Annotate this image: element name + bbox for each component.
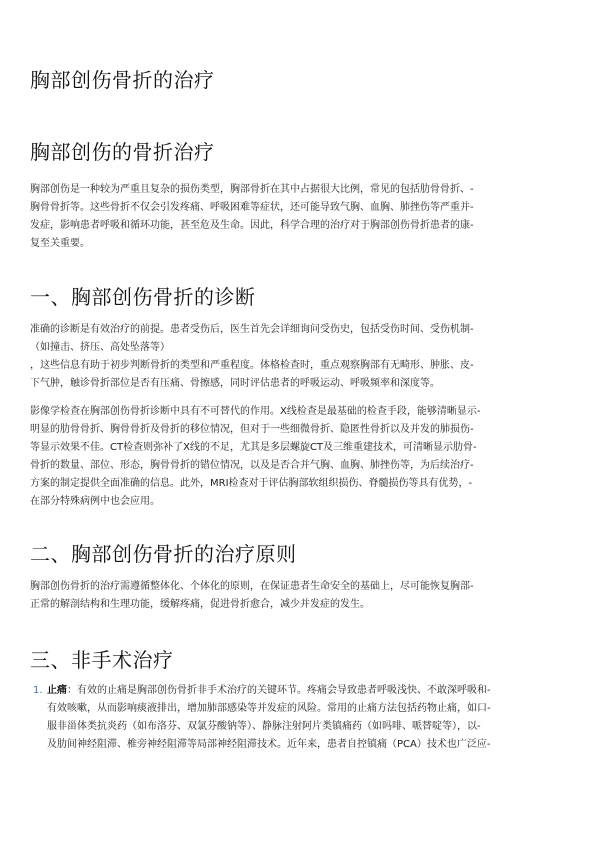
text-line: 方案的制定提供全面准确的信息。此外，MRI检查对于评估胸部软组织损伤、脊髓损伤等具有优势，- [30, 478, 473, 489]
document-title: 胸部创伤骨折的治疗 [30, 68, 215, 92]
text-line: 复至关重要。 [30, 238, 90, 249]
text-line: 明显的肋骨骨折、胸骨骨折及骨折的移位情况，但对于一些细微骨折、隐匿性骨折以及并发的肺损伤- [30, 424, 474, 435]
text-line [47, 682, 565, 700]
list-item-title: 止痛 [47, 685, 67, 696]
list-item-text: ：有效的止痛是胸部创伤骨折非手术治疗的关键环节。疼痛会导致患者呼吸浅快、不敢深呼吸和- [67, 685, 491, 696]
text-line: 胸部创伤骨折的治疗需遵循整体化、个体化的原则，在保证患者生命安全的基础上，尽可能恢复胸部- [30, 581, 474, 592]
diagnosis-paragraph-1 [30, 321, 565, 393]
text-line: 有效咳嗽，从而影响痰液排出，增加肺部感染等并发症的风险。常用的止痛方法包括药物止痛，如口- [47, 703, 491, 714]
text-line: （如撞击、挤压、高处坠落等） [30, 342, 170, 353]
text-line: 胸部创伤是一种较为严重且复杂的损伤类型，胸部骨折在其中占据很大比例，常见的包括肋骨骨折、- [30, 184, 474, 195]
text-line: 及肋间神经阻滞、椎旁神经阻滞等局部神经阻滞技术。近年来，患者自控镇痛（PCA）技术也广泛应- [47, 739, 491, 750]
section-heading-diagnosis: 一、胸部创伤骨折的诊断 [30, 285, 256, 309]
text-line: 骨折的数量、部位、形态，胸骨骨折的错位情况，以及是否合并气胸、血胸、肺挫伤等，为后续治疗- [30, 460, 474, 471]
diagnosis-paragraph-2 [30, 403, 565, 511]
text-line: 影像学检查在胸部创伤骨折诊断中具有不可替代的作用。X线检查是最基础的检查手段，能够清晰显示- [30, 406, 481, 417]
text-line: 正常的解剖结构和生理功能，缓解疼痛，促进骨折愈合，减少并发症的发生。 [30, 599, 370, 610]
section-heading-nonsurgical: 三、非手术治疗 [30, 648, 174, 672]
text-line: 胸骨骨折等。这些骨折不仅会引发疼痛、呼吸困难等症状，还可能导致气胸、血胸、肺挫伤等严重并- [30, 202, 474, 213]
text-line: 发症，影响患者呼吸和循环功能，甚至危及生命。因此，科学合理的治疗对于胸部创伤骨折患者的康- [30, 220, 474, 231]
main-heading: 胸部创伤的骨折治疗 [30, 140, 215, 164]
section-heading-principles: 二、胸部创伤骨折的治疗原则 [30, 542, 297, 566]
list-item-body [47, 682, 565, 754]
intro-paragraph [30, 181, 565, 253]
list-item-number: 1. [33, 685, 43, 696]
text-line: 服非甾体类抗炎药（如布洛芬、双氯芬酸钠等）、静脉注射阿片类镇痛药（如吗啡、哌替啶等），以- [47, 721, 481, 732]
text-line: 在部分特殊病例中也会应用。 [30, 496, 160, 507]
text-line: 准确的诊断是有效治疗的前提。患者受伤后，医生首先会详细询问受伤史，包括受伤时间、受伤机制- [30, 324, 474, 335]
text-line: 等显示效果不佳。CT检查则弥补了X线的不足，尤其是多层螺旋CT及三维重建技术，可清晰显示肋骨- [30, 442, 477, 453]
text-line: ，这些信息有助于初步判断骨折的类型和严重程度。体格检查时，重点观察胸部有无畸形、肿胀、皮- [30, 360, 474, 371]
principles-paragraph [30, 578, 565, 614]
text-line: 下气肿，触诊骨折部位是否有压痛、骨擦感，同时评估患者的呼吸运动、呼吸频率和深度等。 [30, 378, 440, 389]
